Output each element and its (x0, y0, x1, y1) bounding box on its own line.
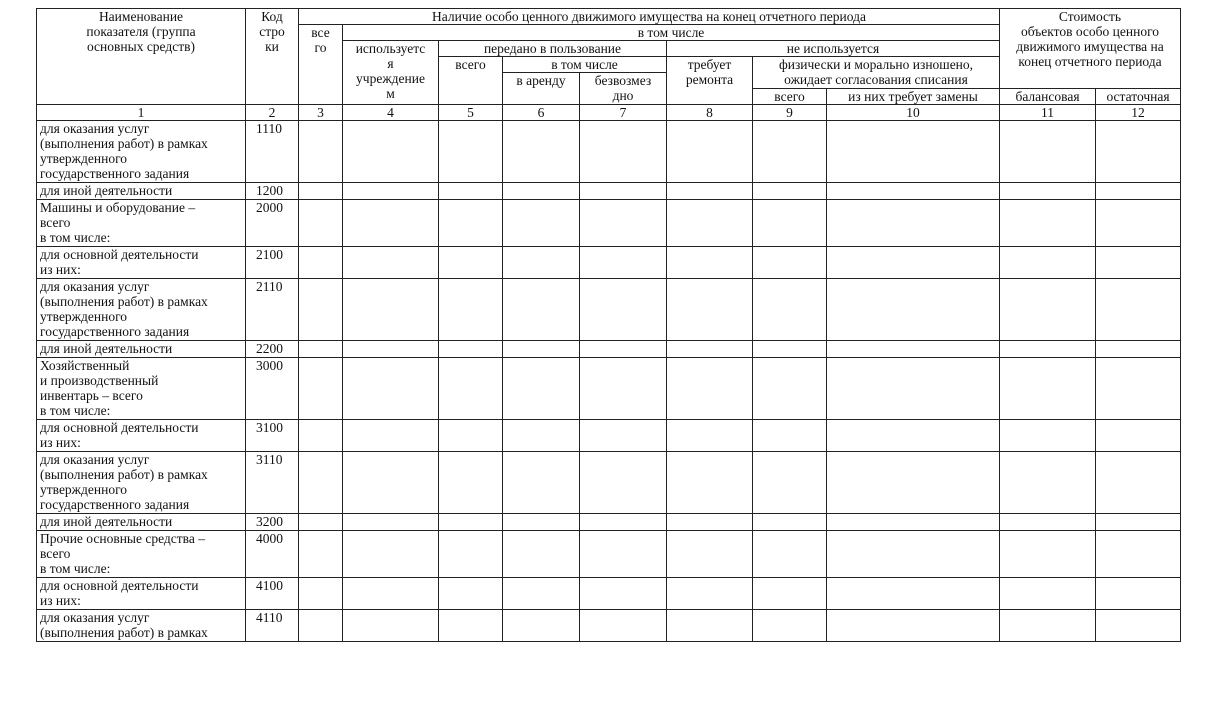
value-cell (503, 452, 580, 514)
column-number: 5 (439, 105, 503, 121)
value-cell (580, 247, 667, 279)
value-cell (503, 578, 580, 610)
value-cell (1096, 452, 1181, 514)
value-cell (827, 341, 1000, 358)
value-cell (753, 247, 827, 279)
table-row (37, 358, 1181, 420)
value-cell (580, 279, 667, 341)
value-cell (753, 121, 827, 183)
value-cell (827, 183, 1000, 200)
header-used-by-institution: используетс я учреждение м (343, 41, 439, 105)
value-cell (299, 247, 343, 279)
value-cell (343, 514, 439, 531)
value-cell (1000, 183, 1096, 200)
row-code: 1200 (246, 183, 299, 200)
value-cell (1000, 610, 1096, 642)
row-label: Машины и оборудование – всего в том числе: (37, 200, 246, 247)
value-cell (503, 514, 580, 531)
value-cell (299, 341, 343, 358)
value-cell (667, 247, 753, 279)
value-cell (753, 578, 827, 610)
value-cell (1096, 358, 1181, 420)
column-number: 9 (753, 105, 827, 121)
row-label: для основной деятельности из них: (37, 420, 246, 452)
row-label: Прочие основные средства – всего в том числе: (37, 531, 246, 578)
value-cell (1096, 514, 1181, 531)
row-code: 3200 (246, 514, 299, 531)
value-cell (1000, 452, 1096, 514)
value-cell (580, 341, 667, 358)
value-cell (343, 341, 439, 358)
value-cell (343, 121, 439, 183)
value-cell (503, 183, 580, 200)
value-cell (827, 247, 1000, 279)
column-number: 11 (1000, 105, 1096, 121)
value-cell (1096, 200, 1181, 247)
value-cell (667, 531, 753, 578)
row-code: 3100 (246, 420, 299, 452)
header-name: Наименование показателя (группа основных средств) (37, 9, 246, 105)
header-transferred-total: всего (439, 57, 503, 105)
value-cell (439, 183, 503, 200)
row-label: для основной деятельности из них: (37, 578, 246, 610)
value-cell (439, 531, 503, 578)
value-cell (299, 420, 343, 452)
value-cell (667, 121, 753, 183)
row-label: для иной деятельности (37, 183, 246, 200)
value-cell (580, 183, 667, 200)
value-cell (580, 200, 667, 247)
value-cell (1096, 247, 1181, 279)
value-cell (1000, 341, 1096, 358)
value-cell (1000, 514, 1096, 531)
value-cell (753, 279, 827, 341)
value-cell (439, 341, 503, 358)
value-cell (827, 452, 1000, 514)
table-row (37, 514, 1181, 531)
value-cell (299, 531, 343, 578)
value-cell (753, 200, 827, 247)
row-label: для иной деятельности (37, 514, 246, 531)
value-cell (439, 578, 503, 610)
value-cell (343, 279, 439, 341)
value-cell (439, 121, 503, 183)
value-cell (343, 247, 439, 279)
value-cell (580, 531, 667, 578)
table-row (37, 247, 1181, 279)
row-code: 3000 (246, 358, 299, 420)
value-cell (343, 420, 439, 452)
row-code: 1110 (246, 121, 299, 183)
value-cell (439, 452, 503, 514)
value-cell (580, 358, 667, 420)
header-total: все го (299, 25, 343, 105)
value-cell (343, 452, 439, 514)
value-cell (439, 610, 503, 642)
value-cell (299, 610, 343, 642)
table-row (37, 341, 1181, 358)
value-cell (827, 610, 1000, 642)
value-cell (503, 247, 580, 279)
header-cost: Стоимость объектов особо ценного движимого имущества на конец отчетного периода (1000, 9, 1181, 89)
value-cell (299, 452, 343, 514)
column-number: 10 (827, 105, 1000, 121)
header-free-use: безвозмез дно (580, 73, 667, 105)
value-cell (667, 358, 753, 420)
column-number: 4 (343, 105, 439, 121)
header-worn-total: всего (753, 89, 827, 105)
value-cell (827, 514, 1000, 531)
table-row (37, 121, 1181, 183)
header-not-used: не используется (667, 41, 1000, 57)
column-number: 1 (37, 105, 246, 121)
header-residual-value: остаточная (1096, 89, 1181, 105)
value-cell (439, 247, 503, 279)
value-cell (1000, 531, 1096, 578)
table-row (37, 531, 1181, 578)
value-cell (667, 183, 753, 200)
row-label: для основной деятельности из них: (37, 247, 246, 279)
header-needs-replacement: из них требует замены (827, 89, 1000, 105)
value-cell (753, 341, 827, 358)
value-cell (1000, 247, 1096, 279)
value-cell (1000, 358, 1096, 420)
value-cell (1096, 121, 1181, 183)
value-cell (343, 200, 439, 247)
value-cell (503, 121, 580, 183)
value-cell (753, 514, 827, 531)
column-number: 12 (1096, 105, 1181, 121)
value-cell (827, 121, 1000, 183)
column-number: 6 (503, 105, 580, 121)
row-label: для оказания услуг (выполнения работ) в рамках (37, 610, 246, 642)
value-cell (667, 420, 753, 452)
column-number: 3 (299, 105, 343, 121)
value-cell (343, 610, 439, 642)
value-cell (299, 183, 343, 200)
value-cell (580, 452, 667, 514)
value-cell (503, 200, 580, 247)
value-cell (667, 200, 753, 247)
value-cell (503, 358, 580, 420)
value-cell (667, 514, 753, 531)
value-cell (1096, 183, 1181, 200)
value-cell (503, 279, 580, 341)
value-cell (753, 358, 827, 420)
value-cell (503, 420, 580, 452)
value-cell (343, 531, 439, 578)
table-row (37, 578, 1181, 610)
header-transferred-including: в том числе (503, 57, 667, 73)
column-number: 8 (667, 105, 753, 121)
row-code: 4000 (246, 531, 299, 578)
row-code: 2000 (246, 200, 299, 247)
value-cell (1000, 420, 1096, 452)
value-cell (1096, 610, 1181, 642)
value-cell (503, 610, 580, 642)
row-code: 4110 (246, 610, 299, 642)
value-cell (299, 121, 343, 183)
value-cell (667, 578, 753, 610)
value-cell (1096, 578, 1181, 610)
header-transferred: передано в пользование (439, 41, 667, 57)
value-cell (1096, 420, 1181, 452)
value-cell (580, 610, 667, 642)
row-code: 4100 (246, 578, 299, 610)
value-cell (827, 358, 1000, 420)
value-cell (439, 514, 503, 531)
table-row (37, 183, 1181, 200)
value-cell (503, 531, 580, 578)
value-cell (827, 578, 1000, 610)
value-cell (1096, 531, 1181, 578)
value-cell (753, 452, 827, 514)
header-including: в том числе (343, 25, 1000, 41)
header-rent: в аренду (503, 73, 580, 105)
value-cell (580, 121, 667, 183)
value-cell (343, 578, 439, 610)
column-number: 7 (580, 105, 667, 121)
value-cell (1000, 279, 1096, 341)
table-row (37, 610, 1181, 642)
value-cell (299, 279, 343, 341)
value-cell (753, 610, 827, 642)
value-cell (580, 420, 667, 452)
table-row (37, 200, 1181, 247)
table-row (37, 420, 1181, 452)
property-report-table (36, 8, 1181, 642)
header-needs-repair: требует ремонта (667, 57, 753, 105)
value-cell (827, 200, 1000, 247)
value-cell (580, 514, 667, 531)
value-cell (667, 279, 753, 341)
value-cell (667, 610, 753, 642)
value-cell (439, 200, 503, 247)
value-cell (299, 514, 343, 531)
value-cell (1000, 121, 1096, 183)
row-label: для оказания услуг (выполнения работ) в рамках утвержденного государственного задания (37, 121, 246, 183)
row-code: 2110 (246, 279, 299, 341)
value-cell (827, 531, 1000, 578)
value-cell (343, 358, 439, 420)
row-label: Хозяйственный и производственный инвентарь – всего в том числе: (37, 358, 246, 420)
value-cell (580, 578, 667, 610)
header-code: Код стро ки (246, 9, 299, 105)
row-code: 3110 (246, 452, 299, 514)
row-code: 2100 (246, 247, 299, 279)
value-cell (667, 341, 753, 358)
row-label: для иной деятельности (37, 341, 246, 358)
value-cell (667, 452, 753, 514)
value-cell (753, 420, 827, 452)
value-cell (439, 279, 503, 341)
value-cell (439, 358, 503, 420)
value-cell (299, 200, 343, 247)
column-number: 2 (246, 105, 299, 121)
value-cell (1096, 279, 1181, 341)
value-cell (1000, 200, 1096, 247)
value-cell (343, 183, 439, 200)
table-row (37, 279, 1181, 341)
value-cell (827, 420, 1000, 452)
value-cell (827, 279, 1000, 341)
value-cell (753, 183, 827, 200)
value-cell (439, 420, 503, 452)
header-balance-value: балансовая (1000, 89, 1096, 105)
column-numbers-row (37, 105, 1181, 121)
row-label: для оказания услуг (выполнения работ) в рамках утвержденного государственного задания (37, 452, 246, 514)
value-cell (1096, 341, 1181, 358)
value-cell (299, 358, 343, 420)
header-worn-out: физически и морально изношено, ожидает согласования списания (753, 57, 1000, 89)
value-cell (753, 531, 827, 578)
table-row (37, 452, 1181, 514)
header-availability: Наличие особо ценного движимого имущества на конец отчетного периода (299, 9, 1000, 25)
row-label: для оказания услуг (выполнения работ) в рамках утвержденного государственного задания (37, 279, 246, 341)
row-code: 2200 (246, 341, 299, 358)
value-cell (503, 341, 580, 358)
value-cell (1000, 578, 1096, 610)
value-cell (299, 578, 343, 610)
